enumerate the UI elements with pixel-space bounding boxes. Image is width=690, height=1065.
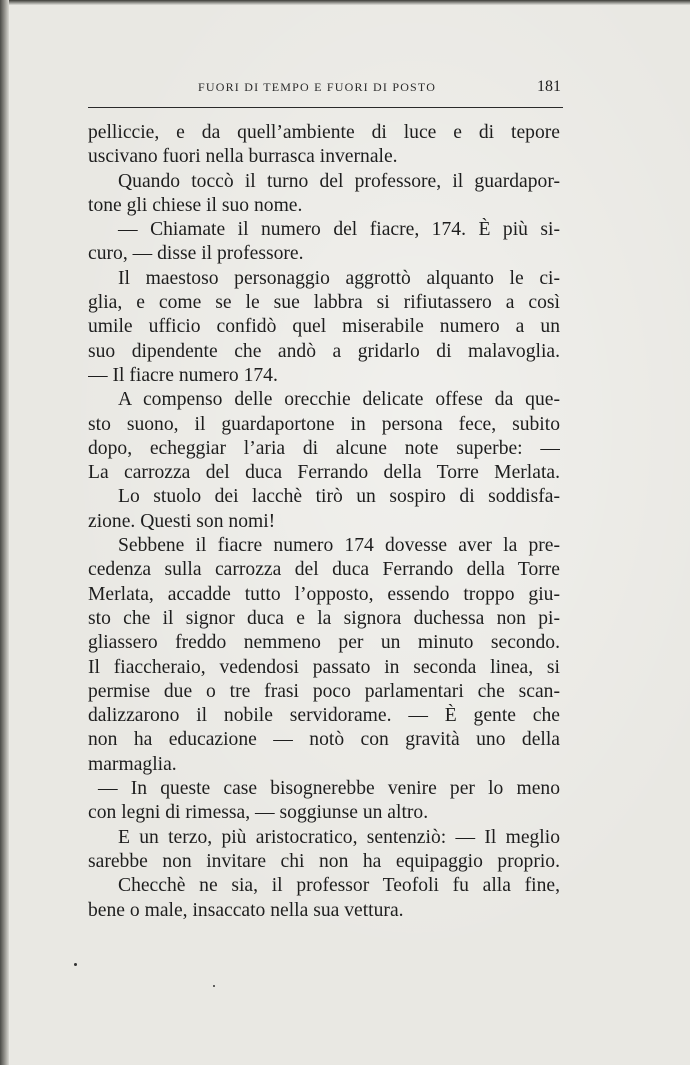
text-line: umile ufficio confidò quel miserabile numero a un <box>88 316 560 338</box>
text-line: dopo, echeggiar l’aria di alcune note superbe: — <box>88 437 560 459</box>
header-rule <box>88 107 563 108</box>
text-line: con legni di rimessa, — soggiunse un altro. <box>88 802 429 824</box>
text-line: tone gli chiese il suo nome. <box>88 194 303 216</box>
text-line: glia, e come se le sue labbra si rifiutassero a così <box>88 292 560 314</box>
text-line: — Il fiacre numero 174. <box>88 364 278 386</box>
text-line: — Chiamate il numero del fiacre, 174. È più si- <box>118 219 560 241</box>
body-text <box>88 121 560 923</box>
text-line: Lo stuolo dei lacchè tirò un sospiro di soddisfa- <box>118 486 560 508</box>
text-line: bene o male, insaccato nella sua vettura. <box>88 899 404 921</box>
text-line: zione. Questi son nomi! <box>88 510 276 532</box>
text-line: Merlata, accadde tutto l’opposto, essendo troppo giu- <box>88 583 560 605</box>
text-line: non ha educazione — notò con gravità uno della <box>88 729 560 751</box>
text-line: marmaglia. <box>88 753 177 775</box>
text-line: cedenza sulla carrozza del duca Ferrando della Torre <box>88 559 560 581</box>
text-line: Quando toccò il turno del professore, il guardapor- <box>118 170 560 192</box>
running-head <box>88 78 563 98</box>
text-line: La carrozza del duca Ferrando della Torre Merlata. <box>88 462 560 484</box>
text-line: suo dipendente che andò a gridarlo di malavoglia. <box>88 340 560 362</box>
text-line: — In queste case bisognerebbe venire per lo meno <box>98 778 560 800</box>
page-binding-shadow <box>0 0 9 1065</box>
text-line: Checchè ne sia, il professor Teofoli fu alla fine, <box>118 875 560 897</box>
text-line: A compenso delle orecchie delicate offese da que- <box>118 389 560 411</box>
text-line: Il maestoso personaggio aggrottò alquanto le ci- <box>118 267 560 289</box>
running-title: FUORI DI TEMPO E FUORI DI POSTO <box>198 80 437 94</box>
text-line: dalizzarono il nobile servidorame. — È gente che <box>88 705 560 727</box>
text-line: gliassero freddo nemmeno per un minuto secondo. <box>88 632 560 654</box>
text-line: curo, — disse il professore. <box>88 243 304 265</box>
print-speck <box>74 963 77 966</box>
page-top-edge-shadow <box>0 0 690 5</box>
text-line: Sebbene il fiacre numero 174 dovesse aver la pre- <box>118 535 560 557</box>
text-line: permise due o tre frasi poco parlamentari che scan- <box>88 680 560 702</box>
page-number: 181 <box>537 78 561 95</box>
text-line: E un terzo, più aristocratico, sentenziò: — Il meglio <box>118 826 560 848</box>
text-line: uscivano fuori nella burrasca invernale. <box>88 146 398 168</box>
text-line: Il fiaccheraio, vedendosi passato in seconda linea, si <box>88 656 560 678</box>
text-line: sto suono, il guardaportone in persona fece, subito <box>88 413 560 435</box>
print-speck <box>213 985 215 987</box>
text-line: sarebbe non invitare chi non ha equipaggio proprio. <box>88 850 560 872</box>
text-line: pelliccie, e da quell’ambiente di luce e di tepore <box>88 122 560 143</box>
text-line: sto che il signor duca e la signora duchessa non pi- <box>88 607 560 629</box>
